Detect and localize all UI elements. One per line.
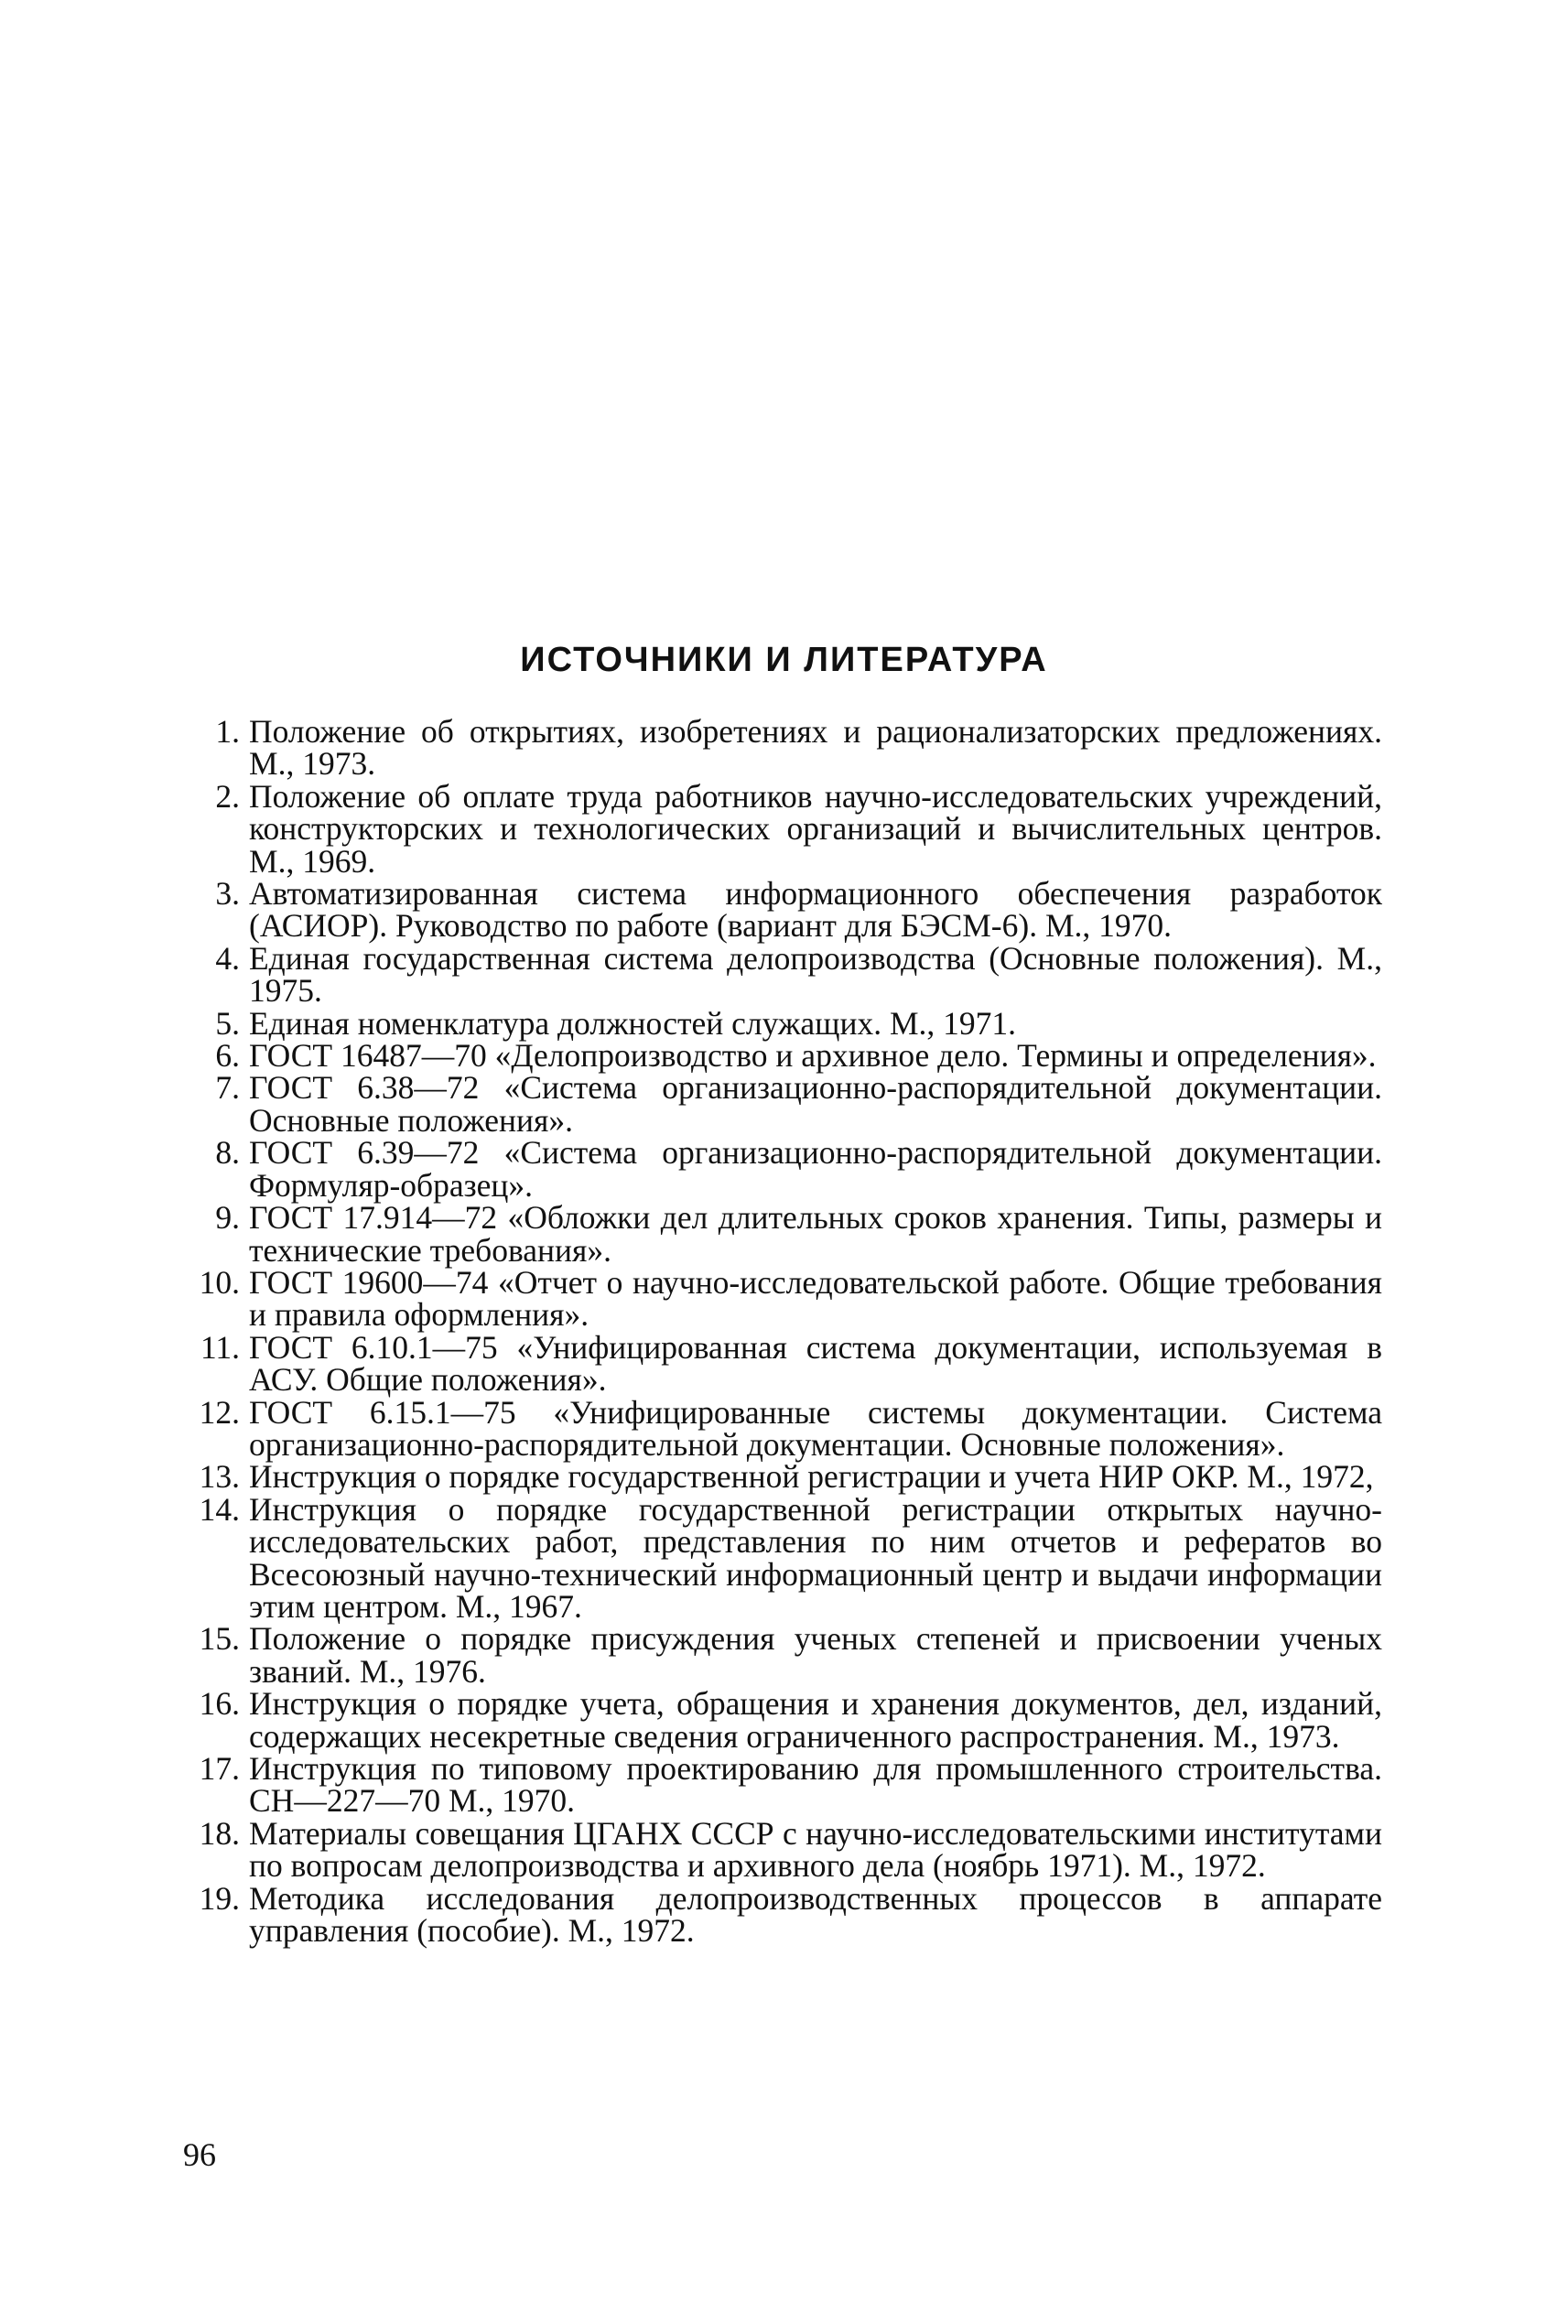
reference-item [183,1879,1382,1950]
reference-text: Положение об открытиях, изобретениях и рационализаторских предложениях. М., 1973. [249,713,1382,783]
reference-number: 10. [199,1263,240,1301]
reference-item [183,1620,1382,1690]
reference-number: 11. [200,1328,240,1366]
reference-text: ГОСТ 6.15.1—75 «Унифицированные системы документации. Система организационно-распорядительной документации. Основные положения». [249,1393,1382,1463]
reference-text: Инструкция о порядке государственной регистрации и учета НИР ОКР. М., 1972, [249,1458,1374,1496]
reference-item [183,1134,1382,1204]
reference-text: ГОСТ 6.10.1—75 «Унифицированная система документации, используемая в АСУ. Общие положения». [249,1328,1382,1399]
reference-item [183,777,1382,880]
reference-number: 4. [215,939,240,977]
reference-text: ГОСТ 6.38—72 «Система организационно-распорядительной документации. Основные положения». [249,1069,1382,1139]
reference-item [183,1814,1382,1885]
reference-item [183,1750,1382,1820]
reference-number: 15. [199,1620,240,1658]
reference-item [183,1393,1382,1463]
reference-text: Единая номенклатура должностей служащих. М., 1971. [249,1004,1017,1042]
reference-text: ГОСТ 17.914—72 «Обложки дел длительных сроков хранения. Типы, размеры и технические требования». [249,1199,1382,1269]
section-heading: ИСТОЧНИКИ И ЛИТЕРАТУРА [520,641,1048,679]
reference-item [183,875,1382,945]
reference-number: 8. [215,1134,240,1172]
reference-number: 19. [199,1879,240,1917]
reference-number: 9. [215,1199,240,1237]
reference-text: Инструкция о порядке учета, обращения и хранения документов, дел, изданий, содержащих несекретные сведения ограниченного распространения. М., 1973. [249,1685,1382,1755]
reference-item [183,713,1382,783]
reference-item [183,1037,1382,1075]
reference-number: 14. [199,1490,240,1528]
reference-number: 13. [199,1458,240,1496]
reference-number: 6. [215,1037,240,1075]
reference-item [183,1328,1382,1399]
reference-number: 16. [199,1685,240,1723]
reference-text: Инструкция по типовому проектированию для промышленного строительства. СН—227—70 М., 1970. [249,1750,1382,1820]
reference-text: Методика исследования делопроизводственных процессов в аппарате управления (пособие). М., 1972. [249,1879,1382,1950]
reference-number: 12. [199,1393,240,1431]
reference-number: 3. [215,875,240,913]
reference-text: Единая государственная система делопроизводства (Основные положения). М., 1975. [249,939,1382,1010]
reference-number: 18. [199,1814,240,1852]
reference-item [183,1685,1382,1755]
reference-item [183,1458,1382,1496]
reference-item [183,1069,1382,1139]
reference-text: Инструкция о порядке государственной регистрации открытых научно-исследовательских работ, представления по ним отчетов и рефератов во Всесоюзный научно-технический информационный центр и выдачи информации этим центром. М., 1967. [249,1490,1382,1625]
reference-text: Положение об оплате труда работников научно-исследовательских учреждений, конструкторских и технологических организаций и вычислительных центров. М., 1969. [249,777,1382,880]
reference-list [183,713,1382,1950]
reference-item [183,1199,1382,1269]
reference-item [183,1004,1382,1042]
reference-number: 5. [215,1004,240,1042]
reference-item [183,1490,1382,1625]
reference-number: 17. [199,1750,240,1787]
reference-text: Автоматизированная система информационного обеспечения разработок (АСИОР). Руководство по работе (вариант для БЭСМ-6). М., 1970. [249,875,1382,945]
page-number: 96 [183,2136,216,2173]
reference-text: ГОСТ 6.39—72 «Система организационно-распорядительной документации. Формуляр-образец». [249,1134,1382,1204]
reference-number: 7. [215,1069,240,1107]
reference-item [183,1263,1382,1334]
reference-text: Положение о порядке присуждения ученых степеней и присвоении ученых званий. М., 1976. [249,1620,1382,1690]
reference-text: ГОСТ 16487—70 «Делопроизводство и архивное дело. Термины и определения». [249,1037,1377,1075]
reference-item [183,939,1382,1010]
reference-number: 2. [215,777,240,815]
reference-text: Материалы совещания ЦГАНХ СССР с научно-исследовательскими институтами по вопросам делопроизводства и архивного дела (ноябрь 1971). М., 1972. [249,1814,1382,1885]
reference-text: ГОСТ 19600—74 «Отчет о научно-исследовательской работе. Общие требования и правила оформления». [249,1263,1382,1334]
reference-number: 1. [215,713,240,750]
